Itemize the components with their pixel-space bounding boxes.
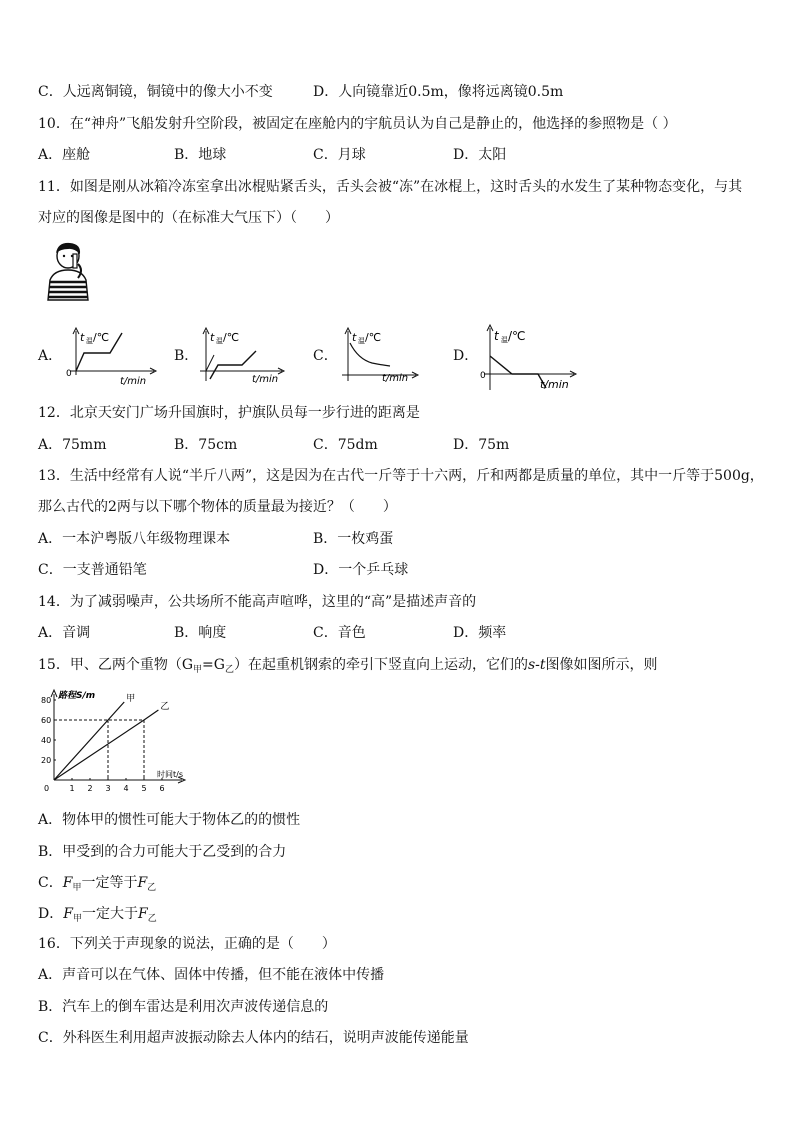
graph-a-ylabel: t bbox=[80, 331, 85, 344]
q11-option-b: B． bbox=[174, 348, 199, 364]
q15-stem-a: 15．甲、乙两个重物（G bbox=[38, 657, 193, 673]
q16-option-b: B．汽车上的倒车雷达是利用次声波传递信息的 bbox=[38, 999, 329, 1015]
q15-d-sub2: 乙 bbox=[147, 914, 157, 924]
q15-d-mid: 一定大于 bbox=[81, 906, 138, 922]
q15-d-prefix: D． bbox=[38, 906, 64, 922]
q12-option-d: D．75m bbox=[453, 437, 510, 453]
q15-stem bbox=[38, 656, 658, 679]
graph-d-ylabel: t bbox=[494, 329, 499, 343]
q13-stem-line2: 那么古代的2两与以下哪个物体的质量最为接近？（ ） bbox=[38, 499, 397, 515]
q10-option-a: A．座舱 bbox=[38, 147, 91, 163]
graph-d-xlabel: t/min bbox=[540, 378, 569, 391]
q15-d-sub1: 甲 bbox=[72, 914, 82, 924]
q16-option-a: A．声音可以在气体、固体中传播，但不能在液体中传播 bbox=[38, 967, 385, 983]
q15-c-mid: 一定等于 bbox=[81, 875, 138, 891]
q15-sub-yi: 乙 bbox=[224, 665, 234, 675]
q15-c-f1: F bbox=[62, 875, 73, 891]
y-tick-label-40: 40 bbox=[41, 736, 52, 745]
graph-b-xlabel: t/min bbox=[252, 374, 279, 385]
q14-option-b: B．响度 bbox=[174, 625, 227, 641]
x-tick-label-1: 1 bbox=[69, 784, 75, 793]
graph-c-yunit: /℃ bbox=[365, 331, 382, 344]
graph-a-origin: 0 bbox=[66, 369, 72, 379]
x-tick-label-4: 4 bbox=[123, 784, 129, 793]
q16-option-c: C．外科医生利用超声波振动除去人体内的结石，说明声波能传递能量 bbox=[38, 1030, 469, 1046]
q15-c-sub2: 乙 bbox=[147, 883, 157, 893]
q12-option-b: B．75cm bbox=[174, 437, 238, 453]
q14-stem: 14．为了减弱噪声，公共场所不能高声喧哗，这里的“高”是描述声音的 bbox=[38, 594, 477, 610]
x-tick-label-3: 3 bbox=[105, 784, 111, 793]
st-chart bbox=[40, 686, 210, 794]
q15-d-f2: F bbox=[137, 906, 148, 922]
series-label-jia: 甲 bbox=[126, 694, 136, 704]
q15-option-b: B．甲受到的合力可能大于乙受到的合力 bbox=[38, 844, 287, 860]
q15-option-c bbox=[38, 874, 156, 897]
y-tick-label-60: 60 bbox=[41, 716, 52, 725]
q10-option-d: D．太阳 bbox=[453, 147, 507, 163]
graph-a-yunit: /℃ bbox=[93, 331, 110, 344]
q15-d-f1: F bbox=[63, 906, 73, 922]
graph-b-ylabel: t bbox=[210, 331, 215, 344]
q10-stem: 10．在“神舟”飞船发射升空阶段，被固定在座舱内的宇航员认为自己是静止的，他选择的参照物是（ ） bbox=[38, 116, 677, 132]
graph-b-yunit: /℃ bbox=[223, 331, 240, 344]
q11-stem-line1: 11．如图是刚从冰箱冷冻室拿出冰棍贴紧舌头，舌头会被“冻”在冰棍上，这时舌头的水发生了某种物态变化，与其 bbox=[38, 179, 743, 195]
q14-option-a: A．音调 bbox=[38, 625, 91, 641]
q11-graph-a bbox=[62, 325, 158, 385]
q9-option-c: C．人远离铜镜，铜镜中的像大小不变 bbox=[38, 84, 273, 100]
q11-graph-d bbox=[476, 322, 580, 392]
x-tick-label-6: 6 bbox=[159, 784, 165, 793]
q15-c-sub1: 甲 bbox=[72, 883, 82, 893]
q11-option-c: C． bbox=[313, 348, 338, 364]
q12-option-a: A．75mm bbox=[38, 437, 107, 453]
boy-licking-popsicle-illustration bbox=[40, 240, 100, 304]
q14-option-d: D．频率 bbox=[453, 625, 507, 641]
q11-option-d: D． bbox=[453, 348, 479, 364]
q11-graph-b bbox=[196, 325, 286, 385]
q15-c-f2: F bbox=[137, 875, 148, 891]
graph-d-yunit: /℃ bbox=[508, 329, 526, 343]
q13-option-b: B．一枚鸡蛋 bbox=[313, 531, 394, 547]
graph-d-origin: 0 bbox=[480, 371, 486, 381]
q16-stem: 16．下列关于声现象的说法，正确的是（ ） bbox=[38, 936, 336, 952]
q12-option-c: C．75dm bbox=[313, 437, 378, 453]
q10-option-c: C．月球 bbox=[313, 147, 366, 163]
q11-graph-c bbox=[336, 325, 420, 385]
series-line-jia bbox=[54, 702, 124, 780]
q15-st: s-t bbox=[527, 657, 546, 673]
q12-stem: 12．北京天安门广场升国旗时，护旗队员每一步行进的距离是 bbox=[38, 405, 420, 421]
graph-c-ysub: 温 bbox=[358, 337, 365, 345]
graph-c-ylabel: t bbox=[352, 331, 357, 344]
q14-option-c: C．音色 bbox=[313, 625, 366, 641]
chart-ylabel: 路程S/m bbox=[58, 691, 96, 701]
graph-a-xlabel: t/min bbox=[120, 376, 147, 385]
q15-option-a: A．物体甲的惯性可能大于物体乙的的惯性 bbox=[38, 812, 301, 828]
q13-option-c: C．一支普通铅笔 bbox=[38, 562, 147, 578]
q15-stem-c: 图像如图所示，则 bbox=[545, 657, 658, 673]
q13-option-a: A．一本沪粤版八年级物理课本 bbox=[38, 531, 231, 547]
q9-option-d: D．人向镜靠近0.5m，像将远离镜0.5m bbox=[313, 84, 564, 100]
series-label-yi: 乙 bbox=[160, 702, 170, 712]
q15-stem-b: ）在起重机钢索的牵引下竖直向上运动，它们的 bbox=[233, 657, 528, 673]
q15-option-d bbox=[38, 905, 157, 928]
q15-c-prefix: C． bbox=[38, 875, 63, 891]
q15-eq: =G bbox=[202, 657, 225, 673]
x-tick-label-5: 5 bbox=[141, 784, 147, 793]
graph-b-ysub: 温 bbox=[216, 337, 223, 345]
y-tick-label-80: 80 bbox=[41, 696, 52, 705]
q10-option-b: B．地球 bbox=[174, 147, 227, 163]
q11-option-a: A． bbox=[38, 348, 63, 364]
graph-a-ysub: 温 bbox=[86, 337, 93, 345]
graph-d-ysub: 温 bbox=[501, 336, 508, 344]
q13-option-d: D．一个乒乓球 bbox=[313, 562, 409, 578]
x-tick-label-0: 0 bbox=[44, 784, 50, 793]
q13-stem-line1: 13．生活中经常有人说“半斤八两”，这是因为在古代一斤等于十六两，斤和两都是质量的单位，其中一斤等于500g， bbox=[38, 468, 764, 484]
chart-xlabel: 时间t/s bbox=[157, 770, 183, 779]
q15-sub-jia: 甲 bbox=[193, 665, 203, 675]
x-tick-label-2: 2 bbox=[87, 784, 93, 793]
q11-stem-line2: 对应的图像是图中的（在标准大气压下）（ ） bbox=[38, 210, 339, 226]
y-tick-label-20: 20 bbox=[41, 756, 52, 765]
graph-c-xlabel: t/min bbox=[382, 373, 409, 384]
